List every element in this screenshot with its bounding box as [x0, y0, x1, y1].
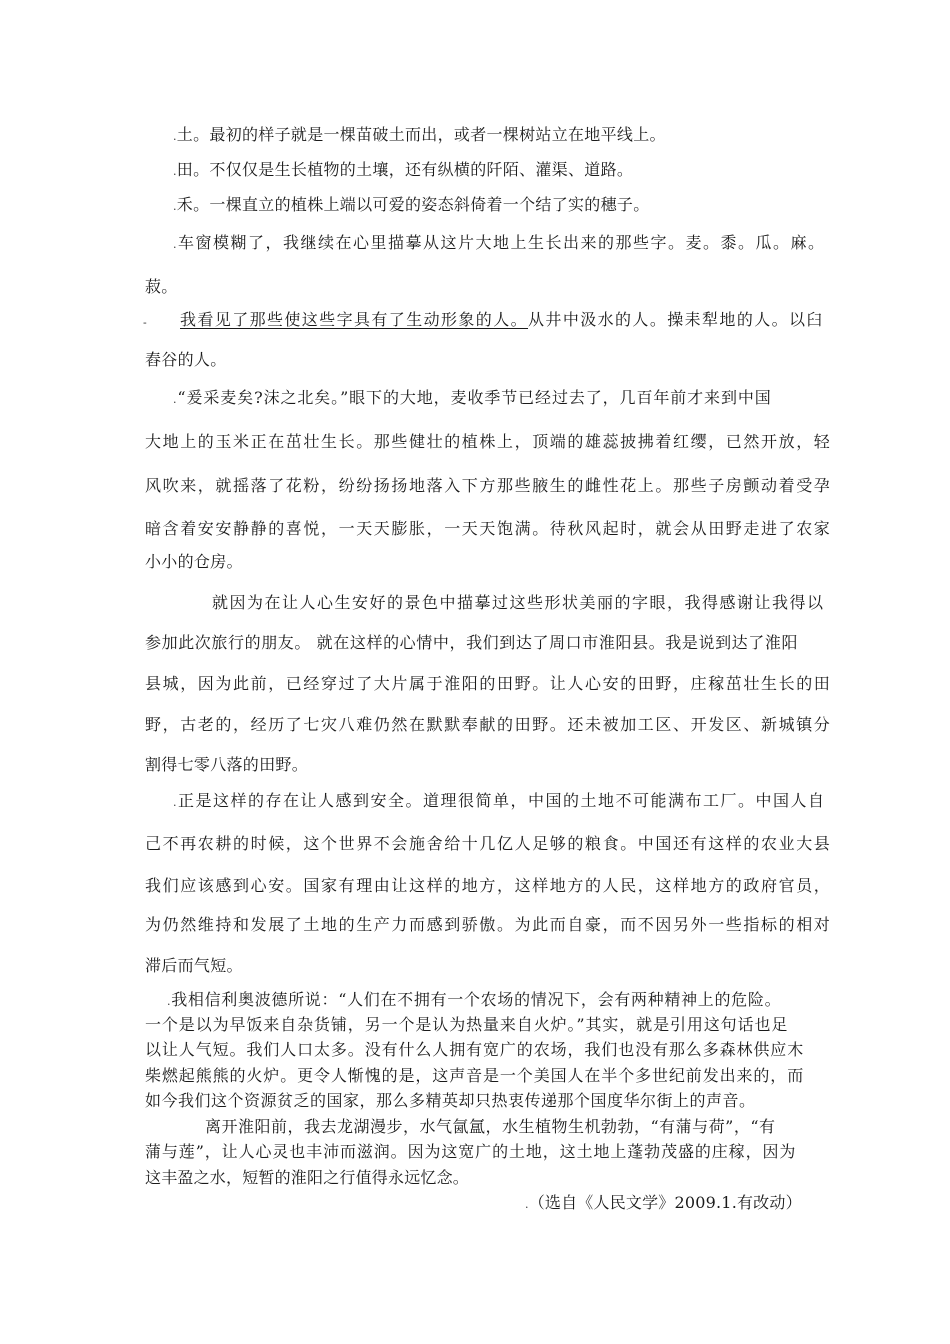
text-line: 车窗模糊了，我继续在心里描摹从这片大地上生长出来的那些字。麦。黍。瓜。麻。 [178, 233, 826, 252]
paragraph-marker: . [173, 238, 178, 251]
text-line: 田。不仅仅是生长植物的土壤，还有纵横的阡陌、灌渠、道路。 [176, 160, 634, 179]
paragraph-safety-line4: 为仍然维持和发展了土地的生产力而感到骄傲。为此而自豪，而不因另外一些指标的相对 [145, 915, 832, 934]
paragraph-huaiyang-line1: 就因为在让人心生安好的景色中描摹过这些形状美丽的字眼，我得感谢让我得以 [212, 593, 825, 612]
paragraph-leopold-line1 [167, 990, 781, 1012]
paragraph-huaiyang-line4: 野，古老的，经历了七灾八难仍然在默默奉献的田野。还未被加工区、开发区、新城镇分 [145, 715, 832, 734]
paragraph-people-line1 [180, 310, 824, 330]
source-citation [525, 1193, 802, 1215]
text-line: 土。最初的样子就是一棵苗破土而出，或者一棵树站立在地平线上。 [176, 125, 666, 144]
underlined-sentence: 我看见了那些使这些字具有了生动形象的人。 [180, 310, 529, 329]
paragraph-leopold-line3: 以让人气短。我们人口太多。没有什么人拥有宽广的农场，我们也没有那么多森林供应木 [145, 1040, 805, 1059]
text-line: 我相信利奥波德所说：“人们在不拥有一个农场的情况下，会有两种精神上的危险。 [171, 990, 782, 1009]
paragraph-safety-line2: 己不再农耕的时候，这个世界不会施舍给十几亿人足够的粮食。中国还有这样的农业大县 [145, 834, 832, 853]
paragraph-chechuang-line1 [173, 233, 826, 255]
paragraph-marker: . [173, 200, 177, 213]
paragraph-longhu-line3: 这丰盈之水，短暂的淮阳之行值得永远忆念。 [145, 1168, 470, 1187]
paragraph-marker: . [173, 130, 177, 143]
paragraph-marker: . [173, 165, 177, 178]
paragraph-people-line2: 舂谷的人。 [145, 350, 227, 369]
text-line: 禾。一棵直立的植株上端以可爱的姿态斜倚着一个结了实的穗子。 [176, 195, 650, 214]
paragraph-safety-line5: 滞后而气短。 [145, 956, 243, 975]
paragraph-huaiyang-line2: 参加此次旅行的朋友。 就在这样的心情中，我们到达了周口市淮阳县。我是说到达了淮阳 [145, 633, 799, 652]
paragraph-leopold-line5: 如今我们这个资源贫乏的国家，那么多精英却只热衷传递那个国度华尔街上的声音。 [145, 1091, 756, 1110]
paragraph-marker: . [173, 393, 178, 406]
paragraph-he [173, 195, 650, 217]
paragraph-maize-line4: 暗含着安安静静的喜悦，一天天膨胀，一天天饱满。待秋风起时，就会从田野走进了农家 [145, 519, 832, 538]
paragraph-leopold-line4: 柴燃起熊熊的火炉。更令人惭愧的是，这声音是一个美国人在半个多世纪前发出来的，而 [145, 1066, 805, 1085]
paragraph-marker: - [143, 316, 148, 329]
paragraph-maize-line3: 风吹来，就摇落了花粉，纷纷扬扬地落入下方那些腋生的雌性花上。那些子房颤动着受孕 [145, 476, 832, 495]
text-line: 正是这样的存在让人感到安全。道理很简单，中国的土地不可能满布工厂。中国人自 [178, 791, 826, 810]
paragraph-maize-line2: 大地上的玉米正在茁壮生长。那些健壮的植株上，顶端的雄蕊披拂着红缨，已然开放，轻 [145, 432, 832, 451]
paragraph-huaiyang-line3: 县城，因为此前，已经穿过了大片属于淮阳的田野。让人心安的田野，庄稼茁壮生长的田 [145, 674, 832, 693]
paragraph-maize-line5: 小小的仓房。 [145, 552, 243, 571]
paragraph-marker: . [173, 796, 178, 809]
paragraph-safety-line3: 我们应该感到心安。国家有理由让这样的地方，这样地方的人民，这样地方的政府官员， [145, 876, 832, 895]
paragraph-longhu-line2: 蒲与莲”，让人心灵也丰沛而滋润。因为这宽广的土地，这土地上蓬勃茂盛的庄稼，因为 [145, 1142, 797, 1161]
paragraph-safety-line1 [173, 791, 826, 813]
paragraph-longhu-line1: 离开淮阳前，我去龙湖漫步，水气氤氲，水生植物生机勃勃，“有蒲与荷”，“有 [205, 1117, 776, 1136]
source-text: （选自《人民文学》2009.1.有改动） [528, 1193, 802, 1212]
paragraph-huaiyang-line5: 割得七零八落的田野。 [145, 755, 309, 774]
paragraph-tian [173, 160, 633, 182]
paragraph-chechuang-line2: 菽。 [145, 277, 178, 296]
paragraph-tu [173, 125, 666, 147]
paragraph-leopold-line2: 一个是以为早饭来自杂货铺，另一个是认为热量来自火炉。”其实，就是引用这句话也足 [145, 1015, 789, 1034]
paragraph-marker: . [525, 1198, 529, 1211]
paragraph-marker: . [167, 995, 172, 1008]
text-line: 从井中汲水的人。操耒犁地的人。以臼 [528, 310, 824, 329]
text-line: “爰采麦矣?沫之北矣。”眼下的大地，麦收季节已经过去了，几百年前才来到中国 [177, 388, 772, 407]
paragraph-maize-line1 [173, 388, 772, 410]
